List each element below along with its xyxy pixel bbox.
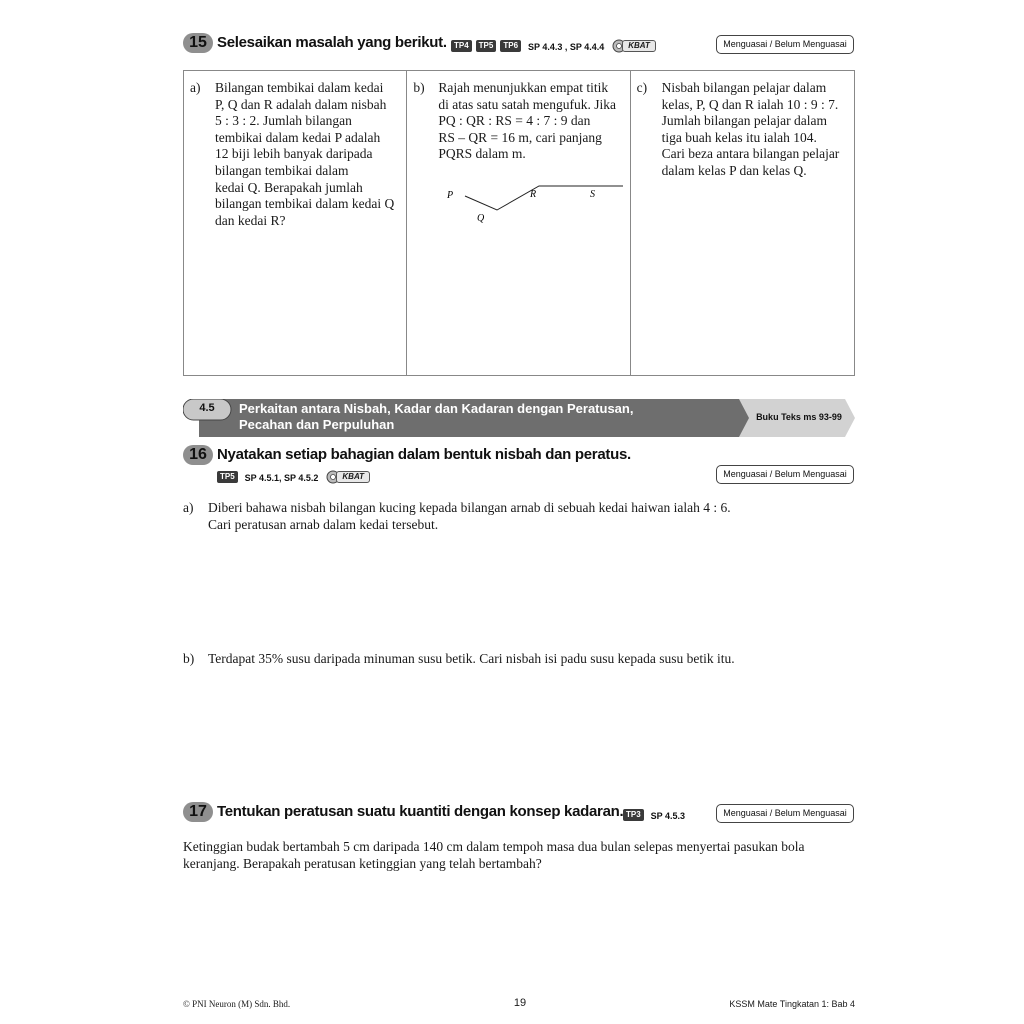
- part-text: [215, 80, 400, 366]
- sp-codes: SP 4.5.3: [650, 811, 686, 821]
- mastery-checkbox[interactable]: Menguasai / Belum Menguasai: [716, 35, 854, 54]
- section-number: 4.5: [199, 402, 215, 414]
- page-number: 19: [513, 997, 527, 1009]
- question-15-table: [183, 70, 855, 376]
- mastery-checkbox[interactable]: Menguasai / Belum Menguasai: [716, 804, 854, 823]
- point-p-label: P: [447, 190, 454, 201]
- text-line: kelas, P, Q dan R ialah 10 : 9 : 7.: [661, 96, 839, 112]
- question-17-tags: [623, 806, 685, 824]
- section-title: [239, 401, 633, 433]
- part-label: a): [190, 80, 201, 95]
- text-line: Jumlah bilangan pelajar dalam: [661, 113, 827, 129]
- question-17-text: [183, 838, 805, 872]
- question-15-number: 15: [183, 33, 213, 53]
- text-line: P, Q dan R adalah dalam nisbah: [215, 96, 387, 112]
- text-line: Bilangan tembikai dalam kedai: [215, 80, 384, 95]
- question-15-tags: [451, 37, 656, 55]
- pqrs-diagram: [437, 176, 627, 226]
- text-line: PQRS dalam m.: [438, 146, 526, 162]
- text-line: PQ : QR : RS = 4 : 7 : 9 dan: [438, 113, 591, 129]
- part-label: c): [636, 80, 648, 95]
- kbat-icon: [612, 39, 656, 53]
- text-line: di atas satu satah mengufuk. Jika: [438, 96, 617, 112]
- text-line: dan kedai R?: [215, 212, 286, 228]
- tp-badge: TP4: [451, 40, 472, 52]
- tp-badge: TP5: [217, 471, 238, 483]
- text-line: Ketinggian budak bertambah 5 cm daripada 140 cm dalam tempoh masa dua bulan selepas menyertai pasukan bola: [183, 839, 805, 854]
- question-16a-label: a): [183, 500, 194, 515]
- question-16b-label: b): [183, 651, 195, 666]
- kbat-label: KBAT: [336, 471, 370, 483]
- question-15-part-c: [631, 71, 854, 375]
- tp-badge: TP5: [476, 40, 497, 52]
- text-line: 5 : 3 : 2. Jumlah bilangan: [215, 113, 352, 129]
- text-line: Diberi bahawa nisbah bilangan kucing kepada bilangan arnab di sebuah kedai haiwan ialah 4 : 6.: [208, 500, 731, 515]
- point-q-label: Q: [477, 213, 485, 224]
- question-16-number: 16: [183, 445, 213, 465]
- text-line: kedai Q. Berapakah jumlah: [215, 179, 363, 195]
- text-line: bilangan tembikai dalam kedai Q: [215, 196, 395, 212]
- tp-badge: TP6: [500, 40, 521, 52]
- text-line: keranjang. Berapakah peratusan ketinggian yang telah bertambah?: [183, 856, 542, 871]
- question-15-part-b: [407, 71, 630, 375]
- point-r-label: R: [530, 189, 537, 200]
- tp-badge: TP3: [623, 809, 644, 821]
- text-line: dalam kelas P dan kelas Q.: [661, 162, 807, 178]
- section-title-line: Pecahan dan Perpuluhan: [239, 417, 395, 432]
- footer-publisher: © PNI Neuron (M) Sdn. Bhd.: [183, 999, 291, 1009]
- question-16-title: Nyatakan setiap bahagian dalam bentuk nisbah dan peratus.: [217, 446, 631, 463]
- text-line: RS – QR = 16 m, cari panjang: [438, 129, 602, 145]
- question-15-part-a: [184, 71, 407, 375]
- question-16b-text: Terdapat 35% susu daripada minuman susu betik. Cari nisbah isi padu susu kepada susu betik itu.: [208, 651, 735, 666]
- textbook-reference: Buku Teks ms 93-99: [756, 412, 842, 422]
- text-line: Cari beza antara bilangan pelajar: [661, 146, 840, 162]
- text-line: tiga buah kelas itu ialah 104.: [661, 129, 817, 145]
- kbat-label: KBAT: [622, 40, 656, 52]
- part-text: [662, 80, 848, 366]
- text-line: Cari peratusan arnab dalam kedai tersebut.: [208, 517, 439, 532]
- section-title-line: Perkaitan antara Nisbah, Kadar dan Kadaran dengan Peratusan,: [239, 401, 634, 416]
- text-line: bilangan tembikai dalam: [215, 162, 349, 178]
- question-17-number: 17: [183, 802, 213, 822]
- kbat-icon: [326, 470, 370, 484]
- text-line: tembikai dalam kedai P adalah: [215, 129, 381, 145]
- text-line: Rajah menunjukkan empat titik: [438, 80, 609, 95]
- text-line: 12 biji lebih banyak daripada: [215, 146, 373, 162]
- question-17-title: Tentukan peratusan suatu kuantiti dengan konsep kadaran.: [217, 803, 624, 820]
- sp-codes: SP 4.5.1, SP 4.5.2: [244, 473, 319, 483]
- mastery-checkbox[interactable]: Menguasai / Belum Menguasai: [716, 465, 854, 484]
- part-label: b): [413, 80, 425, 95]
- section-header: [183, 399, 855, 437]
- point-s-label: S: [590, 189, 596, 200]
- text-line: Nisbah bilangan pelajar dalam: [661, 80, 827, 95]
- footer-book-title: KSSM Mate Tingkatan 1: Bab 4: [729, 999, 855, 1009]
- question-16-tags: [217, 468, 370, 486]
- question-15-title: Selesaikan masalah yang berikut.: [217, 34, 447, 51]
- question-16a-text: [208, 499, 731, 533]
- sp-codes: SP 4.4.3 , SP 4.4.4: [528, 42, 605, 52]
